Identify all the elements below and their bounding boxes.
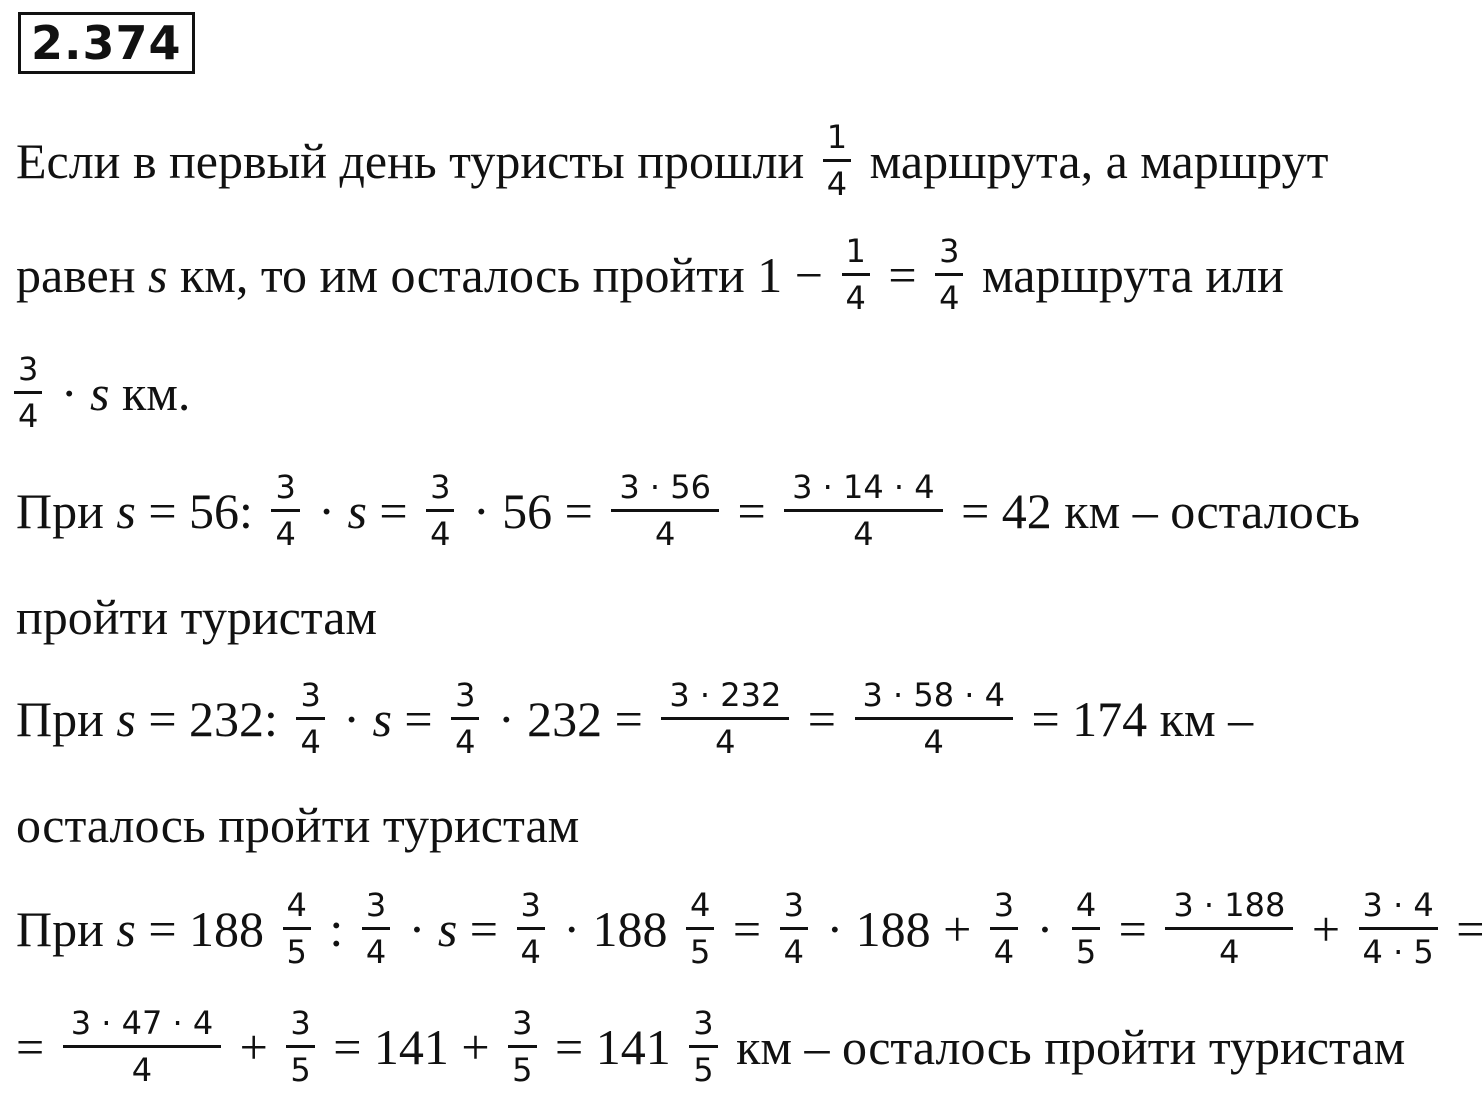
- fraction: $\frac{3 \cdot 56}{4}$: [611, 468, 719, 554]
- fraction: $\frac{3}{4}$: [780, 886, 808, 972]
- case-3-line-1: При s = 188 $\frac{4}{5}$ : $\frac{3}{4}$ · s = $\frac{3}{4}$ · 188 $\frac{4}{5}$ = $\frac{3}{4}$ · 188 + $\frac{3}{4}$ · $\frac{4}{5}$ = $\frac{3 \cdot 188}{4}$ + $\frac{3 \cdot 4}{4 \cdot 5}$ =: [16, 886, 1484, 972]
- case-prefix: При: [16, 690, 117, 747]
- case-2-line: При s = 232: $\frac{3}{4}$ · s = $\frac{3}{4}$ · 232 = $\frac{3 \cdot 232}{4}$ = $\frac{3 \cdot 58 \cdot 4}{4}$ = 174 км –: [16, 676, 1254, 762]
- fraction: $\frac{3}{4}$: [517, 886, 545, 972]
- case-3-line-2: = $\frac{3 \cdot 47 \cdot 4}{4}$ + $\frac{3}{5}$ = 141 + $\frac{3}{5}$ = 141 $\frac{3}{5}$ км – осталось пройти туристам: [16, 1004, 1406, 1090]
- intro-line-2: [16, 232, 1284, 318]
- fraction: $\frac{3}{4}$: [935, 232, 963, 318]
- fraction: $\frac{4}{5}$: [1072, 886, 1100, 972]
- case-1-continuation: пройти туристам: [16, 589, 378, 645]
- case-2-continuation: осталось пройти туристам: [16, 797, 580, 853]
- variable-s: s: [116, 900, 136, 957]
- equals-sign: =: [875, 246, 930, 303]
- case-prefix: При: [16, 900, 117, 957]
- case-1-line: При s = 56: $\frac{3}{4}$ · s = $\frac{3}{4}$ · 56 = $\frac{3 \cdot 56}{4}$ = $\frac{3 \cdot 14 \cdot 4}{4}$ = 42 км – осталось: [16, 468, 1360, 554]
- fraction: $\frac{3}{4}$: [362, 886, 390, 972]
- intro-line-1: [16, 118, 1328, 204]
- variable-s: s: [147, 246, 168, 303]
- intro-text: равен: [16, 246, 148, 303]
- fraction: $\frac{3 \cdot 14 \cdot 4}{4}$: [784, 468, 942, 554]
- fraction: $\frac{3 \cdot 188}{4}$: [1165, 886, 1293, 972]
- fraction: $\frac{3 \cdot 47 \cdot 4}{4}$: [63, 1004, 221, 1090]
- fraction: $\frac{3}{4}$: [426, 468, 454, 554]
- intro-text: км, то им осталось пройти 1 −: [167, 246, 836, 303]
- fraction: $\frac{3}{4}$: [990, 886, 1018, 972]
- case-result: км – осталось пройти туристам: [723, 1018, 1406, 1075]
- fraction: $\frac{3 \cdot 4}{4 \cdot 5}$: [1359, 886, 1438, 972]
- variable-s: s: [347, 482, 367, 539]
- fraction: $\frac{3 \cdot 232}{4}$: [661, 676, 789, 762]
- intro-text: Если в первый день туристы прошли: [16, 132, 817, 189]
- mixed-number-fraction: $\frac{4}{5}$: [686, 886, 714, 972]
- fraction: $\frac{3}{4}$: [14, 350, 42, 436]
- fraction: $\frac{3}{5}$: [508, 1004, 536, 1090]
- fraction: $\frac{3}{4}$: [451, 676, 479, 762]
- intro-text: маршрута или: [969, 246, 1284, 303]
- variable-s: s: [90, 364, 110, 421]
- fraction: $\frac{1}{4}$: [842, 232, 870, 318]
- variable-s: s: [116, 690, 136, 747]
- case-result: = 174 км –: [1018, 690, 1254, 747]
- variable-s: s: [116, 482, 136, 539]
- intro-text: км.: [109, 364, 191, 421]
- mixed-number-fraction: $\frac{4}{5}$: [283, 886, 311, 972]
- case-result: = 42 км – осталось: [948, 482, 1360, 539]
- fraction: $\frac{3 \cdot 58 \cdot 4}{4}$: [855, 676, 1013, 762]
- multiply-dot: ·: [48, 364, 91, 421]
- intro-text-after: маршрута, а маршрут: [857, 132, 1329, 189]
- intro-line-3: [8, 350, 190, 436]
- fraction: $\frac{3}{5}$: [286, 1004, 314, 1090]
- mixed-number-fraction: $\frac{3}{5}$: [689, 1004, 717, 1090]
- fraction: $\frac{3}{4}$: [296, 676, 324, 762]
- problem-number: 2.374: [18, 12, 195, 74]
- case-prefix: При: [16, 482, 117, 539]
- variable-s: s: [372, 690, 392, 747]
- fraction: $\frac{3}{4}$: [271, 468, 299, 554]
- fraction-one-quarter: $\frac{1}{4}$: [823, 118, 851, 204]
- variable-s: s: [437, 900, 458, 957]
